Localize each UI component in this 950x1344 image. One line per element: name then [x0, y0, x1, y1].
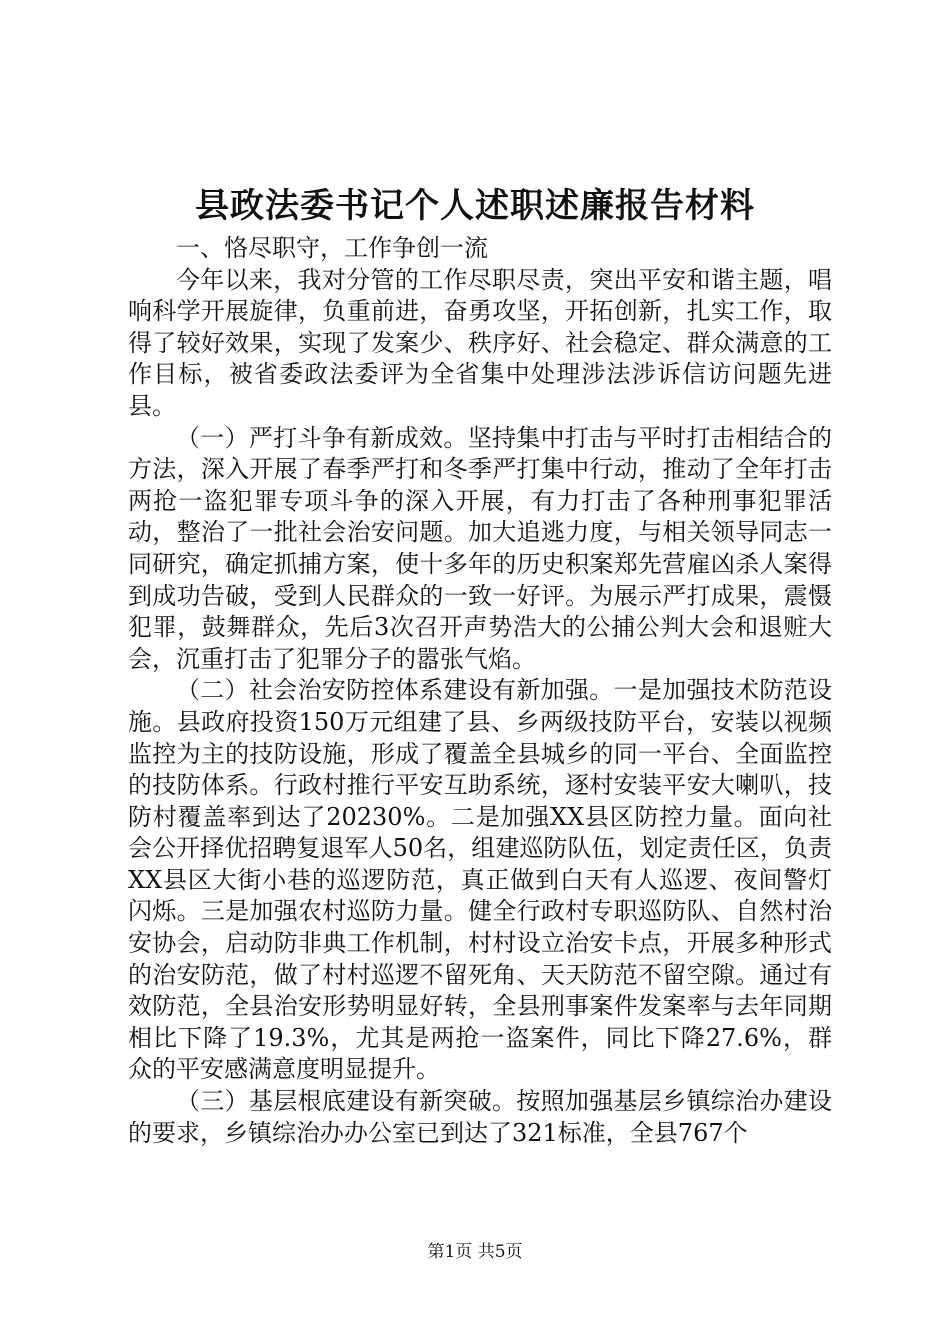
document-body	[128, 233, 832, 1149]
paragraph-security-system: （二）社会治安防控体系建设有新加强。一是加强技术防范设施。县政府投资150万元组建了县、乡两级技防平台，安装以视频监控为主的技防设施，形成了覆盖全县城乡的同一平台、全面监控的技防体系。行政村推行平安互助系统，逐村安装平安大喇叭，技防村覆盖率到达了20230%。二是加强XX县区防控力量。面向社会公开择优招聘复退军人50名，组建巡防队伍，划定责任区，负责XX县区大街小巷的巡逻防范，真正做到白天有人巡逻、夜间警灯闪烁。三是加强农村巡防力量。健全行政村专职巡防队、自然村治安协会，启动防非典工作机制，村村设立治安卡点，开展多种形式的治安防范，做了村村巡逻不留死角、天天防范不留空隙。通过有效防范，全县治安形势明显好转，全县刑事案件发案率与去年同期相比下降了19.3%，尤其是两抢一盗案件，同比下降27.6%，群众的平安感满意度明显提升。	[128, 676, 832, 1084]
page-number-footer: 第1页 共5页	[427, 1242, 523, 1262]
document-title: 县政法委书记个人述职述廉报告材料	[195, 186, 755, 226]
paragraph-intro: 今年以来，我对分管的工作尽职尽责，突出平安和谐主题，唱响科学开展旋律，负重前进，奋勇攻坚，开拓创新，扎实工作，取得了较好效果，实现了发案少、秩序好、社会稳定、群众满意的工作目标，被省委政法委评为全省集中处理涉法涉诉信访问题先进县。	[128, 265, 832, 420]
section-heading: 一、恪尽职守，工作争创一流	[176, 234, 488, 262]
paragraph-strike-hard: （一）严打斗争有新成效。坚持集中打击与平时打击相结合的方法，深入开展了春季严打和冬季严打集中行动，推动了全年打击两抢一盗犯罪专项斗争的深入开展，有力打击了各种刑事犯罪活动，整治了一批社会治安问题。加大追逃力度，与相关领导同志一同研究，确定抓捕方案，使十多年的历史积案郑先营雇凶杀人案得到成功告破，受到人民群众的一致一好评。为展示严打成果，震慑犯罪，鼓舞群众，先后3次召开声势浩大的公捕公判大会和退赃大会，沉重打击了犯罪分子的嚣张气焰。	[128, 423, 832, 673]
paragraph-grassroots: （三）基层根底建设有新突破。按照加强基层乡镇综治办建设的要求，乡镇综治办办公室已到达了321标准，全县767个	[128, 1087, 832, 1147]
